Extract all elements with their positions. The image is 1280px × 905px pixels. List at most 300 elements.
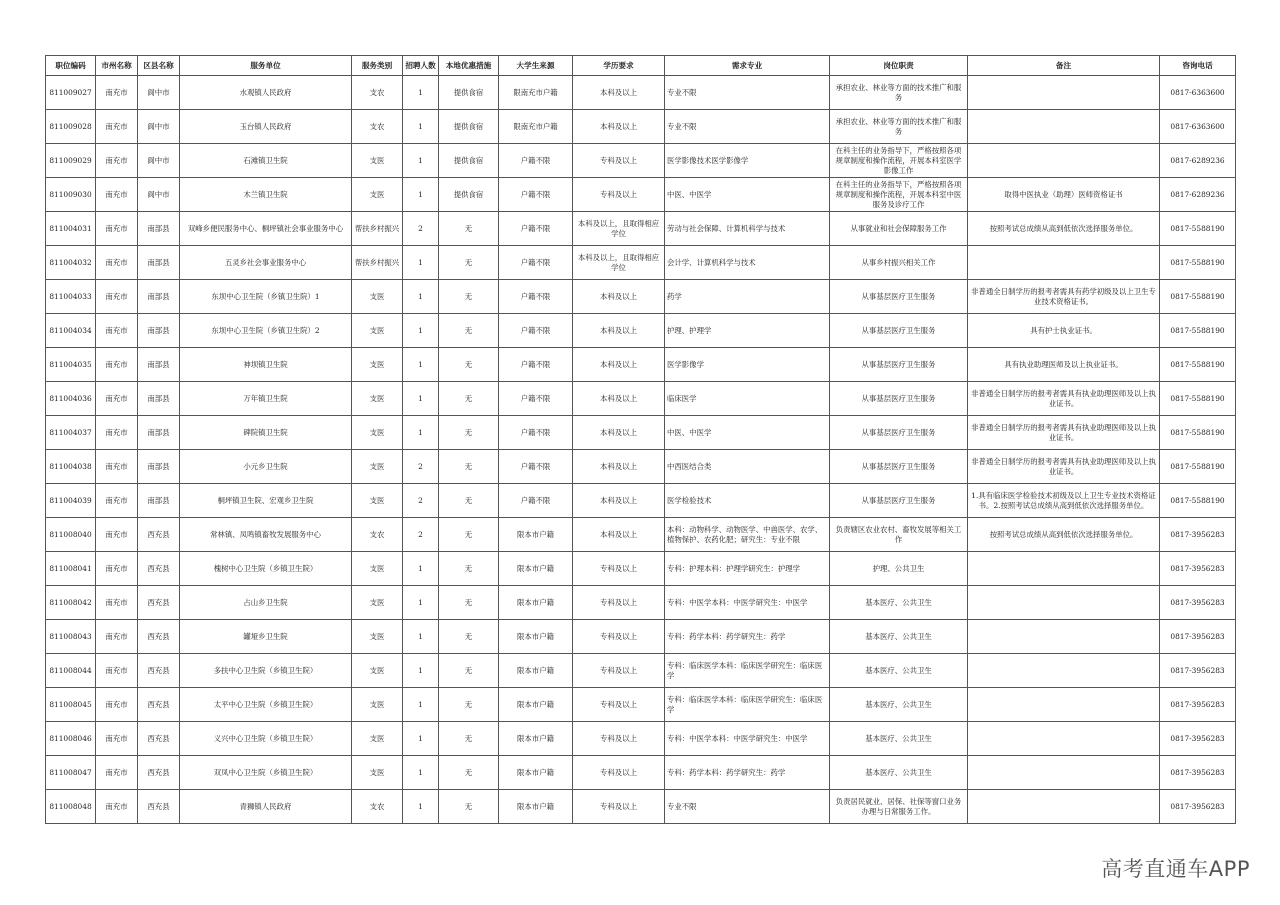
cell-headcount: 1 [403, 246, 439, 280]
cell-city: 南充市 [96, 722, 138, 756]
cell-city: 南充市 [96, 484, 138, 518]
table-row [46, 722, 1236, 756]
cell-unit: 万年镇卫生院 [180, 382, 352, 416]
cell-remarks [968, 688, 1160, 722]
cell-position-code: 811004037 [46, 416, 96, 450]
cell-remarks [968, 552, 1160, 586]
cell-remarks: 按照考试总成绩从高到低依次选择服务单位。 [968, 518, 1160, 552]
cell-county: 南部县 [138, 314, 180, 348]
cell-phone: 0817-5588190 [1160, 484, 1236, 518]
cell-major: 专科：临床医学本科：临床医学研究生：临床医学 [665, 688, 830, 722]
cell-duties: 承担农业、林业等方面的技术推广和服务 [830, 76, 968, 110]
cell-duties: 基本医疗、公共卫生 [830, 586, 968, 620]
cell-headcount: 1 [403, 722, 439, 756]
table-row [46, 756, 1236, 790]
cell-student-source: 限南充市户籍 [499, 110, 573, 144]
cell-education: 本科及以上 [573, 450, 665, 484]
cell-service-type: 支医 [352, 314, 403, 348]
cell-remarks: 非普通全日制学历的报考者需具有药学初级及以上卫生专业技术资格证书。 [968, 280, 1160, 314]
cell-phone: 0817-6289236 [1160, 178, 1236, 212]
table-row [46, 790, 1236, 824]
cell-duties: 承担农业、林业等方面的技术推广和服务 [830, 110, 968, 144]
cell-duties: 从事基层医疗卫生服务 [830, 416, 968, 450]
cell-unit: 槐树中心卫生院（乡镇卫生院） [180, 552, 352, 586]
cell-major: 专科：中医学本科：中医学研究生：中医学 [665, 722, 830, 756]
cell-remarks [968, 246, 1160, 280]
cell-remarks [968, 110, 1160, 144]
cell-county: 西充县 [138, 654, 180, 688]
cell-education: 专科及以上 [573, 722, 665, 756]
cell-city: 南充市 [96, 620, 138, 654]
cell-local-benefits: 无 [439, 688, 499, 722]
cell-remarks: 非普通全日制学历的报考者需具有执业助理医师及以上执业证书。 [968, 416, 1160, 450]
cell-service-type: 支医 [352, 688, 403, 722]
cell-headcount: 1 [403, 144, 439, 178]
cell-unit: 罐垭乡卫生院 [180, 620, 352, 654]
table-row [46, 552, 1236, 586]
cell-phone: 0817-3956283 [1160, 790, 1236, 824]
cell-position-code: 811004034 [46, 314, 96, 348]
cell-county: 阆中市 [138, 144, 180, 178]
col-header-unit: 服务单位 [180, 56, 352, 76]
cell-unit: 神坝镇卫生院 [180, 348, 352, 382]
cell-city: 南充市 [96, 76, 138, 110]
cell-position-code: 811008045 [46, 688, 96, 722]
col-header-service-type: 服务类别 [352, 56, 403, 76]
cell-position-code: 811004038 [46, 450, 96, 484]
cell-position-code: 811009029 [46, 144, 96, 178]
cell-city: 南充市 [96, 246, 138, 280]
cell-remarks: 具有执业助理医师及以上执业证书。 [968, 348, 1160, 382]
cell-headcount: 1 [403, 110, 439, 144]
table-row [46, 246, 1236, 280]
cell-city: 南充市 [96, 586, 138, 620]
cell-service-type: 支医 [352, 620, 403, 654]
cell-student-source: 户籍不限 [499, 212, 573, 246]
cell-duties: 护理、公共卫生 [830, 552, 968, 586]
cell-remarks [968, 722, 1160, 756]
cell-position-code: 811009030 [46, 178, 96, 212]
cell-duties: 基本医疗、公共卫生 [830, 654, 968, 688]
cell-city: 南充市 [96, 382, 138, 416]
cell-service-type: 支农 [352, 76, 403, 110]
cell-unit: 双峰乡便民服务中心、桐坪镇社会事业服务中心 [180, 212, 352, 246]
cell-service-type: 支医 [352, 654, 403, 688]
table-row [46, 178, 1236, 212]
cell-duties: 在科主任的业务指导下，严格按照各项规章制度和操作流程，开展本科室中医服务及诊疗工作 [830, 178, 968, 212]
cell-unit: 碑院镇卫生院 [180, 416, 352, 450]
cell-local-benefits: 无 [439, 280, 499, 314]
col-header-student-source: 大学生来源 [499, 56, 573, 76]
cell-city: 南充市 [96, 144, 138, 178]
cell-service-type: 支医 [352, 280, 403, 314]
cell-city: 南充市 [96, 110, 138, 144]
col-header-major: 需求专业 [665, 56, 830, 76]
cell-unit: 双凤中心卫生院（乡镇卫生院） [180, 756, 352, 790]
cell-local-benefits: 提供食宿 [439, 110, 499, 144]
cell-student-source: 限本市户籍 [499, 620, 573, 654]
cell-local-benefits: 无 [439, 416, 499, 450]
cell-county: 西充县 [138, 790, 180, 824]
cell-headcount: 1 [403, 382, 439, 416]
cell-county: 南部县 [138, 280, 180, 314]
cell-service-type: 支医 [352, 450, 403, 484]
cell-phone: 0817-3956283 [1160, 654, 1236, 688]
cell-unit: 东坝中心卫生院（乡镇卫生院）2 [180, 314, 352, 348]
cell-position-code: 811008042 [46, 586, 96, 620]
cell-local-benefits: 无 [439, 552, 499, 586]
cell-major: 护理、护理学 [665, 314, 830, 348]
cell-county: 西充县 [138, 586, 180, 620]
table-row [46, 416, 1236, 450]
cell-service-type: 帮扶乡村振兴 [352, 212, 403, 246]
cell-duties: 基本医疗、公共卫生 [830, 756, 968, 790]
cell-position-code: 811008047 [46, 756, 96, 790]
cell-student-source: 限本市户籍 [499, 756, 573, 790]
cell-education: 本科及以上 [573, 416, 665, 450]
cell-education: 本科及以上 [573, 348, 665, 382]
cell-county: 南部县 [138, 450, 180, 484]
cell-duties: 从事基层医疗卫生服务 [830, 450, 968, 484]
cell-unit: 石滩镇卫生院 [180, 144, 352, 178]
cell-education: 专科及以上 [573, 790, 665, 824]
cell-city: 南充市 [96, 790, 138, 824]
cell-city: 南充市 [96, 348, 138, 382]
cell-county: 西充县 [138, 552, 180, 586]
cell-position-code: 811008048 [46, 790, 96, 824]
cell-county: 西充县 [138, 688, 180, 722]
cell-unit: 五灵乡社会事业服务中心 [180, 246, 352, 280]
cell-local-benefits: 提供食宿 [439, 76, 499, 110]
cell-phone: 0817-6363600 [1160, 76, 1236, 110]
cell-education: 专科及以上 [573, 620, 665, 654]
cell-education: 专科及以上 [573, 178, 665, 212]
cell-county: 西充县 [138, 620, 180, 654]
cell-duties: 从事乡村振兴相关工作 [830, 246, 968, 280]
watermark-text: 高考直通车APP [1101, 857, 1250, 881]
cell-phone: 0817-5588190 [1160, 416, 1236, 450]
cell-headcount: 1 [403, 348, 439, 382]
cell-local-benefits: 无 [439, 314, 499, 348]
cell-headcount: 2 [403, 212, 439, 246]
cell-service-type: 支农 [352, 790, 403, 824]
cell-education: 本科及以上 [573, 382, 665, 416]
cell-phone: 0817-3956283 [1160, 620, 1236, 654]
cell-headcount: 1 [403, 178, 439, 212]
cell-major: 医学影像技术医学影像学 [665, 144, 830, 178]
cell-education: 专科及以上 [573, 552, 665, 586]
cell-headcount: 1 [403, 654, 439, 688]
col-header-local-benefits: 本地优惠措施 [439, 56, 499, 76]
cell-city: 南充市 [96, 756, 138, 790]
cell-phone: 0817-5588190 [1160, 382, 1236, 416]
col-header-position-code: 职位编码 [46, 56, 96, 76]
cell-headcount: 1 [403, 756, 439, 790]
cell-education: 本科及以上，且取得相应学位 [573, 212, 665, 246]
cell-major: 医学检验技术 [665, 484, 830, 518]
col-header-duties: 岗位职责 [830, 56, 968, 76]
table-row [46, 76, 1236, 110]
table-row [46, 620, 1236, 654]
col-header-county: 区县名称 [138, 56, 180, 76]
cell-position-code: 811008046 [46, 722, 96, 756]
cell-phone: 0817-5588190 [1160, 450, 1236, 484]
cell-unit: 太平中心卫生院（乡镇卫生院） [180, 688, 352, 722]
cell-county: 南部县 [138, 416, 180, 450]
cell-major: 临床医学 [665, 382, 830, 416]
cell-student-source: 限南充市户籍 [499, 76, 573, 110]
cell-unit: 义兴中心卫生院（乡镇卫生院） [180, 722, 352, 756]
table-row [46, 654, 1236, 688]
cell-phone: 0817-5588190 [1160, 280, 1236, 314]
cell-remarks [968, 586, 1160, 620]
cell-position-code: 811008041 [46, 552, 96, 586]
cell-phone: 0817-3956283 [1160, 688, 1236, 722]
cell-student-source: 户籍不限 [499, 348, 573, 382]
cell-headcount: 1 [403, 280, 439, 314]
cell-county: 阆中市 [138, 110, 180, 144]
cell-phone: 0817-6363600 [1160, 110, 1236, 144]
cell-major: 专业不限 [665, 76, 830, 110]
table-row [46, 586, 1236, 620]
cell-county: 西充县 [138, 756, 180, 790]
cell-local-benefits: 无 [439, 790, 499, 824]
cell-student-source: 限本市户籍 [499, 552, 573, 586]
cell-education: 本科及以上 [573, 484, 665, 518]
cell-service-type: 支医 [352, 484, 403, 518]
cell-headcount: 1 [403, 416, 439, 450]
cell-phone: 0817-5588190 [1160, 212, 1236, 246]
cell-city: 南充市 [96, 518, 138, 552]
cell-phone: 0817-3956283 [1160, 722, 1236, 756]
cell-phone: 0817-3956283 [1160, 756, 1236, 790]
cell-local-benefits: 无 [439, 212, 499, 246]
cell-unit: 玉台镇人民政府 [180, 110, 352, 144]
cell-duties: 在科主任的业务指导下，严格按照各项规章制度和操作流程，开展本科室医学影像工作 [830, 144, 968, 178]
cell-local-benefits: 无 [439, 450, 499, 484]
cell-county: 南部县 [138, 246, 180, 280]
cell-remarks [968, 144, 1160, 178]
cell-major: 劳动与社会保障、计算机科学与技术 [665, 212, 830, 246]
cell-position-code: 811008043 [46, 620, 96, 654]
cell-city: 南充市 [96, 314, 138, 348]
table-row [46, 144, 1236, 178]
cell-city: 南充市 [96, 280, 138, 314]
cell-student-source: 户籍不限 [499, 178, 573, 212]
cell-unit: 青狮镇人民政府 [180, 790, 352, 824]
cell-remarks: 非普通全日制学历的报考者需具有执业助理医师及以上执业证书。 [968, 450, 1160, 484]
cell-county: 南部县 [138, 348, 180, 382]
cell-major: 专科：临床医学本科：临床医学研究生：临床医学 [665, 654, 830, 688]
cell-county: 西充县 [138, 518, 180, 552]
cell-major: 中医、中医学 [665, 178, 830, 212]
cell-phone: 0817-5588190 [1160, 348, 1236, 382]
cell-duties: 基本医疗、公共卫生 [830, 620, 968, 654]
cell-local-benefits: 无 [439, 382, 499, 416]
cell-service-type: 支医 [352, 382, 403, 416]
cell-remarks: 非普通全日制学历的报考者需具有执业助理医师及以上执业证书。 [968, 382, 1160, 416]
cell-duties: 负责辖区农业农村、畜牧发展等相关工作 [830, 518, 968, 552]
cell-headcount: 2 [403, 450, 439, 484]
cell-remarks [968, 654, 1160, 688]
table-row [46, 518, 1236, 552]
cell-unit: 多扶中心卫生院（乡镇卫生院） [180, 654, 352, 688]
cell-headcount: 1 [403, 76, 439, 110]
cell-remarks [968, 76, 1160, 110]
cell-position-code: 811004039 [46, 484, 96, 518]
cell-duties: 从事基层医疗卫生服务 [830, 314, 968, 348]
cell-city: 南充市 [96, 654, 138, 688]
cell-phone: 0817-5588190 [1160, 246, 1236, 280]
cell-local-benefits: 无 [439, 756, 499, 790]
cell-service-type: 支农 [352, 518, 403, 552]
cell-major: 药学 [665, 280, 830, 314]
cell-major: 专业不限 [665, 790, 830, 824]
cell-unit: 水观镇人民政府 [180, 76, 352, 110]
cell-county: 南部县 [138, 484, 180, 518]
cell-position-code: 811009027 [46, 76, 96, 110]
cell-student-source: 限本市户籍 [499, 518, 573, 552]
cell-headcount: 1 [403, 620, 439, 654]
cell-major: 专业不限 [665, 110, 830, 144]
cell-headcount: 1 [403, 790, 439, 824]
cell-education: 专科及以上 [573, 144, 665, 178]
cell-local-benefits: 无 [439, 348, 499, 382]
cell-remarks [968, 620, 1160, 654]
cell-remarks: 按照考试总成绩从高到低依次选择服务单位。 [968, 212, 1160, 246]
cell-student-source: 限本市户籍 [499, 722, 573, 756]
cell-student-source: 限本市户籍 [499, 586, 573, 620]
cell-position-code: 811004035 [46, 348, 96, 382]
cell-city: 南充市 [96, 416, 138, 450]
cell-education: 本科及以上 [573, 314, 665, 348]
cell-service-type: 支医 [352, 144, 403, 178]
cell-headcount: 1 [403, 688, 439, 722]
cell-duties: 从事基层医疗卫生服务 [830, 348, 968, 382]
cell-headcount: 1 [403, 586, 439, 620]
cell-local-benefits: 无 [439, 586, 499, 620]
cell-student-source: 户籍不限 [499, 246, 573, 280]
col-header-education: 学历要求 [573, 56, 665, 76]
cell-major: 本科：动物科学、动物医学、中兽医学、农学、植物保护、农药化肥；研究生：专业不限 [665, 518, 830, 552]
table-row [46, 110, 1236, 144]
cell-unit: 小元乡卫生院 [180, 450, 352, 484]
cell-city: 南充市 [96, 450, 138, 484]
table-row [46, 484, 1236, 518]
cell-student-source: 户籍不限 [499, 484, 573, 518]
cell-unit: 东坝中心卫生院（乡镇卫生院）1 [180, 280, 352, 314]
cell-county: 西充县 [138, 722, 180, 756]
col-header-headcount: 招聘人数 [403, 56, 439, 76]
cell-student-source: 户籍不限 [499, 314, 573, 348]
cell-education: 本科及以上，且取得相应学位 [573, 246, 665, 280]
cell-local-benefits: 无 [439, 722, 499, 756]
cell-student-source: 户籍不限 [499, 416, 573, 450]
cell-duties: 从事就业和社会保障服务工作 [830, 212, 968, 246]
cell-unit: 桐坪镇卫生院、宏观乡卫生院 [180, 484, 352, 518]
cell-major: 专科：中医学本科：中医学研究生：中医学 [665, 586, 830, 620]
cell-duties: 负责居民就业、居保、社保等窗口业务办理与日常服务工作。 [830, 790, 968, 824]
cell-student-source: 户籍不限 [499, 382, 573, 416]
table-row [46, 314, 1236, 348]
cell-major: 专科：药学本科：药学研究生：药学 [665, 756, 830, 790]
cell-unit: 木兰镇卫生院 [180, 178, 352, 212]
cell-headcount: 2 [403, 484, 439, 518]
cell-education: 专科及以上 [573, 654, 665, 688]
cell-student-source: 限本市户籍 [499, 654, 573, 688]
cell-local-benefits: 无 [439, 620, 499, 654]
cell-headcount: 2 [403, 518, 439, 552]
cell-remarks: 1.具有临床医学检验技术初级及以上卫生专业技术资格证书。2.按照考试总成绩从高到低依次选择服务单位。 [968, 484, 1160, 518]
cell-student-source: 户籍不限 [499, 450, 573, 484]
cell-education: 本科及以上 [573, 518, 665, 552]
cell-duties: 基本医疗、公共卫生 [830, 722, 968, 756]
cell-education: 专科及以上 [573, 756, 665, 790]
cell-local-benefits: 无 [439, 654, 499, 688]
table-row [46, 382, 1236, 416]
col-header-phone: 咨询电话 [1160, 56, 1236, 76]
cell-service-type: 支医 [352, 586, 403, 620]
cell-major: 医学影像学 [665, 348, 830, 382]
table-row [46, 280, 1236, 314]
cell-local-benefits: 无 [439, 484, 499, 518]
cell-student-source: 限本市户籍 [499, 688, 573, 722]
cell-remarks [968, 756, 1160, 790]
cell-phone: 0817-3956283 [1160, 552, 1236, 586]
cell-city: 南充市 [96, 212, 138, 246]
col-header-city: 市州名称 [96, 56, 138, 76]
cell-service-type: 支医 [352, 722, 403, 756]
cell-headcount: 1 [403, 552, 439, 586]
cell-major: 专科：护理本科：护理学研究生：护理学 [665, 552, 830, 586]
cell-remarks: 取得中医执业（助理）医师资格证书 [968, 178, 1160, 212]
cell-city: 南充市 [96, 688, 138, 722]
cell-student-source: 限本市户籍 [499, 790, 573, 824]
cell-position-code: 811009028 [46, 110, 96, 144]
table-row [46, 212, 1236, 246]
cell-local-benefits: 无 [439, 246, 499, 280]
cell-phone: 0817-3956283 [1160, 518, 1236, 552]
cell-city: 南充市 [96, 178, 138, 212]
col-header-remarks: 备注 [968, 56, 1160, 76]
cell-education: 本科及以上 [573, 110, 665, 144]
table-header [46, 56, 1236, 76]
cell-education: 专科及以上 [573, 586, 665, 620]
cell-position-code: 811004033 [46, 280, 96, 314]
cell-duties: 基本医疗、公共卫生 [830, 688, 968, 722]
cell-service-type: 支医 [352, 552, 403, 586]
cell-service-type: 支医 [352, 756, 403, 790]
cell-local-benefits: 提供食宿 [439, 144, 499, 178]
cell-position-code: 811004036 [46, 382, 96, 416]
cell-county: 阆中市 [138, 76, 180, 110]
table-body [46, 76, 1236, 824]
cell-major: 中医、中医学 [665, 416, 830, 450]
cell-service-type: 支医 [352, 348, 403, 382]
cell-county: 南部县 [138, 382, 180, 416]
cell-county: 阆中市 [138, 178, 180, 212]
cell-education: 本科及以上 [573, 280, 665, 314]
cell-duties: 从事基层医疗卫生服务 [830, 382, 968, 416]
table-row [46, 348, 1236, 382]
cell-duties: 从事基层医疗卫生服务 [830, 280, 968, 314]
header-row [46, 56, 1236, 76]
cell-service-type: 帮扶乡村振兴 [352, 246, 403, 280]
cell-student-source: 户籍不限 [499, 280, 573, 314]
cell-local-benefits: 提供食宿 [439, 178, 499, 212]
cell-phone: 0817-3956283 [1160, 586, 1236, 620]
cell-duties: 从事基层医疗卫生服务 [830, 484, 968, 518]
